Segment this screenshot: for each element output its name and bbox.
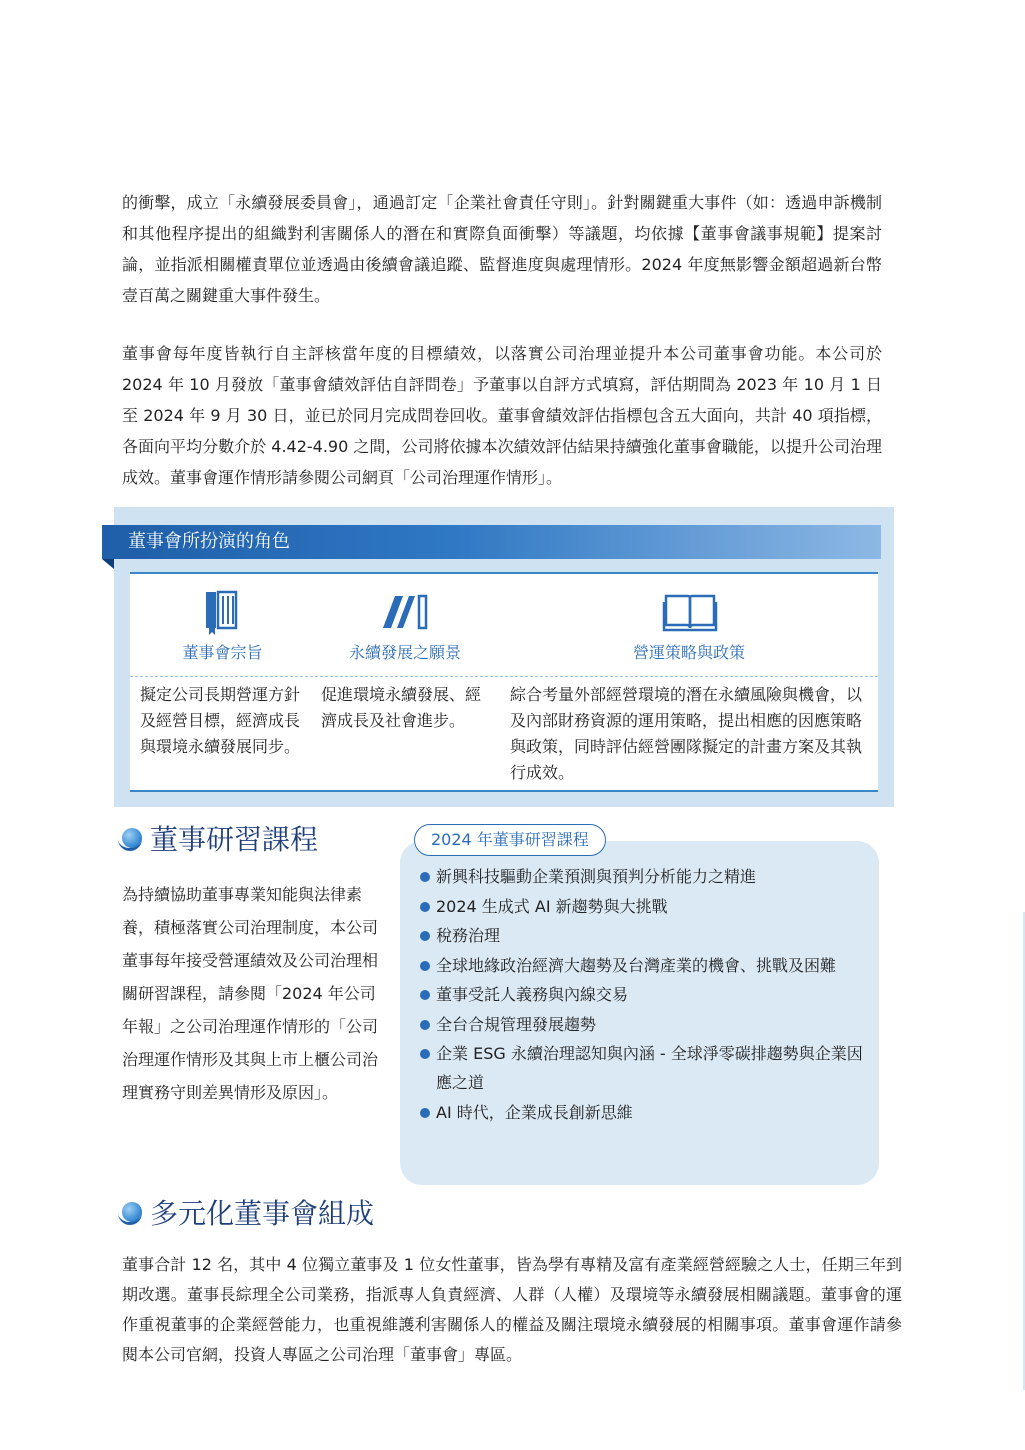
role-heading-purpose: 董事會宗旨: [182, 643, 263, 662]
roles-title: 董事會所扮演的角色: [102, 525, 881, 559]
diversity-section-title: [122, 1192, 374, 1232]
list-item: 企業 ESG 永續治理認知與內涵 - 全球淨零碳排趨勢與企業因應之道: [420, 1039, 870, 1097]
roles-divider: [130, 676, 878, 677]
diversity-paragraph: 董事合計 12 名，其中 4 位獨立董事及 1 位女性董事，皆為學有專精及富有產業經營經驗之人士，任期三年到期改選。董事長綜理全公司業務，指派專人負責經濟、人群（人權）及環境等永續發展相關議題。董事會的運作重視董事的企業經營能力，也重視維護利害關係人的權益及關注環境永續發展的相關事項。董事會運作請參閱本公司官網，投資人專區之公司治理「董事會」專區。: [122, 1255, 902, 1364]
role-heading-strategy: 營運策略與政策: [632, 643, 745, 662]
list-item: 稅務治理: [420, 921, 870, 950]
roles-title-fold: [102, 559, 114, 569]
role-text-vision: 促進環境永續發展、經濟成長及社會進步。: [321, 685, 482, 730]
role-heading-vision: 永續發展之願景: [348, 643, 461, 662]
list-item: 董事受託人義務與內線交易: [420, 980, 870, 1009]
section-bullet-icon: [122, 1202, 142, 1222]
training-section-title: [122, 818, 318, 858]
training-description: 為持續協助董事專業知能與法律素養，積極落實公司治理制度，本公司董事每年接受營運績效及公司治理相關研習課程，請參閱「2024 年公司年報」之公司治理運作情形的「公司治理運作情形及其與上市上櫃公司治理實務守則差異情形及原因」。: [122, 885, 379, 1102]
role-text-strategy: 綜合考量外部經營環境的潛在永續風險與機會，以及內部財務資源的運用策略，提出相應的因應策略與政策，同時評估經營團隊擬定的計畫方案及其執行成效。: [510, 685, 863, 782]
intro-paragraph-2: 董事會每年度皆執行自主評核當年度的目標績效，以落實公司治理並提升本公司董事會功能。本公司於 2024 年 10 月發放「董事會績效評估自評問卷」予董事以自評方式填寫，評估期間為 2023 年 10 月 1 日至 2024 年 9 月 30 日，並已於同月完成問卷回收。董事會績效評估指標包含五大面向，共計 40 項指標，各面向平均分數介於 4.42-4.90 之間，公司將依據本次績效評估結果持續強化董事會職能，以提升公司治理成效。董事會運作情形請參閱公司網頁「公司治理運作情形」。: [122, 344, 882, 487]
list-item: 2024 生成式 AI 新趨勢與大挑戰: [420, 892, 870, 921]
open-book-icon: [662, 590, 718, 634]
list-item: 新興科技驅動企業預測與預判分析能力之精進: [420, 862, 870, 891]
course-panel-title: 2024 年董事研習課程: [414, 824, 606, 856]
list-item: AI 時代，企業成長創新思維: [420, 1098, 870, 1127]
diversity-title-text: 多元化董事會組成: [150, 1197, 375, 1230]
course-list: [420, 862, 870, 1127]
role-text-purpose: 擬定公司長期營運方針及經營目標，經濟成長與環境永續發展同步。: [140, 685, 301, 756]
roles-card: [130, 572, 878, 792]
binder-icon: [204, 588, 240, 636]
training-title-text: 董事研習課程: [150, 823, 319, 856]
section-bullet-icon: [122, 828, 142, 848]
list-item: 全台合規管理發展趨勢: [420, 1010, 870, 1039]
list-item: 全球地緣政治經濟大趨勢及台灣產業的機會、挑戰及困難: [420, 951, 870, 980]
books-icon: [381, 592, 429, 632]
intro-paragraph-1: 的衝擊，成立「永續發展委員會」，通過訂定「企業社會責任守則」。針對關鍵重大事件（如：透過申訴機制和其他程序提出的組織對利害關係人的潛在和實際負面衝擊）等議題，均依據【董事會議事規範】提案討論，並指派相關權責單位並透過由後續會議追蹤、監督進度與處理情形。2024 年度無影響金額超過新台幣壹百萬之關鍵重大事件發生。: [122, 193, 882, 305]
